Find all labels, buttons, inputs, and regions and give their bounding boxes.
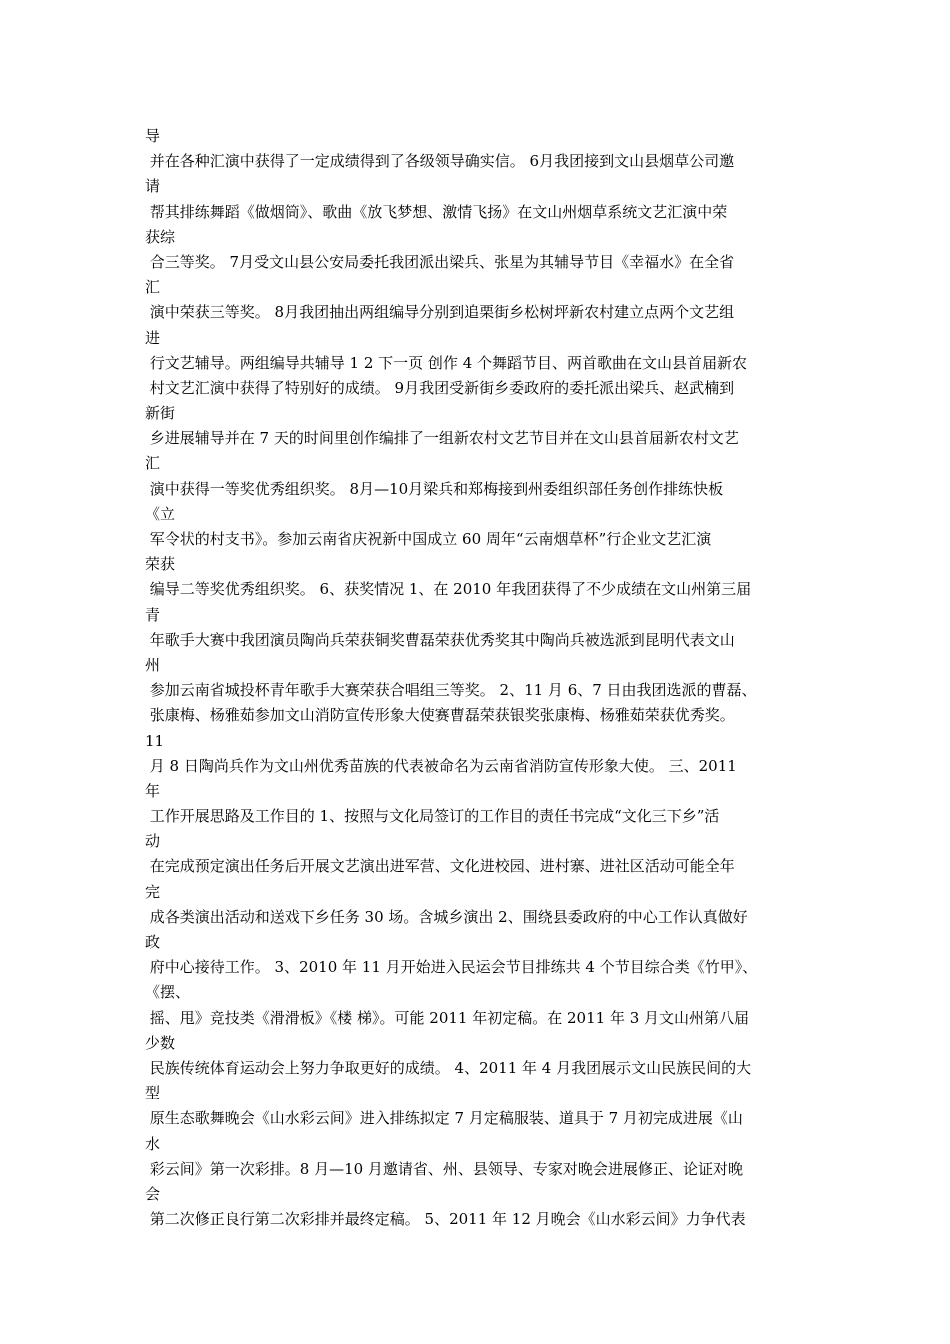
text-line: 完 (145, 882, 161, 901)
text-line: 行文艺辅导。两组编导共辅导 1 2 下一页 创作 4 个舞蹈节目、两首歌曲在文山县首届新农 (145, 353, 748, 372)
text-line: 汇 (145, 454, 161, 473)
text-line: 原生态歌舞晚会《山水彩云间》进入排练拟定 7 月定稿服装、道具于 7 月初完成进展《山 (145, 1109, 743, 1128)
document-body-text (145, 124, 825, 1232)
text-line: 少数 (145, 1033, 176, 1052)
text-line: 《摆、 (145, 983, 191, 1002)
text-line: 进 (145, 328, 161, 347)
text-line: 月 8 日陶尚兵作为文山州优秀苗族的代表被命名为云南省消防宣传形象大使。 三、2011 (145, 756, 737, 775)
text-line: 获综 (145, 227, 176, 246)
text-line: 政 (145, 933, 161, 951)
text-line: 在完成预定演出任务后开展文艺演出进军营、文化进校园、进村寨、进社区活动可能全年 (145, 857, 735, 876)
text-line: 年 (145, 781, 161, 800)
text-line: 新街 (145, 404, 176, 423)
text-line: 村文艺汇演中获得了特别好的成绩。 9月我团受新街乡委政府的委托派出梁兵、赵武楠到 (145, 378, 735, 397)
text-line: 汇 (145, 278, 161, 297)
text-line: 摇、甩》竞技类《滑滑板》《楼 梯》。可能 2011 年初定稿。在 2011 年 3 月文山州第八届 (145, 1008, 750, 1027)
text-line: 水 (145, 1134, 161, 1153)
text-line: 演中荣获三等奖。 8月我团抽出两组编导分别到追栗街乡松树坪新农村建立点两个文艺组 (145, 303, 735, 322)
text-line: 演中获得一等奖优秀组织奖。 8月—10月梁兵和郑梅接到州委组织部任务创作排练快板 (145, 479, 724, 498)
text-line: 年歌手大赛中我团演员陶尚兵荣获铜奖曹磊荣获优秀奖其中陶尚兵被选派到昆明代表文山 (145, 630, 735, 649)
text-line: 型 (145, 1084, 161, 1103)
text-line: 工作开展思路及工作目的 1、按照与文化局签订的工作目的责任书完成“文化三下乡”活 (145, 807, 720, 826)
text-line: 参加云南省城投杯青年歌手大赛荣获合唱组三等奖。 2、11 月 6、7 日由我团选派的曹磊、 (145, 681, 757, 700)
text-line: 《立 (145, 504, 176, 523)
text-line: 请 (145, 177, 161, 196)
text-line: 导 (145, 127, 161, 145)
text-line: 第二次修正良行第二次彩排并最终定稿。 5、2011 年 12 月晚会《山水彩云间》力争代表 (145, 1210, 746, 1229)
text-line: 乡进展辅导并在 7 天的时间里创作编排了一组新农村文艺节目并在文山县首届新农村文艺 (145, 429, 739, 448)
text-line: 成各类演出活动和送戏下乡任务 30 场。含城乡演出 2、围绕县委政府的中心工作认真做好 (145, 907, 748, 926)
text-line: 荣获 (145, 555, 176, 574)
text-line: 张康梅、杨雅茹参加文山消防宣传形象大使赛曹磊荣获银奖张康梅、杨雅茹荣获优秀奖。 (145, 706, 735, 725)
text-line: 青 (145, 605, 161, 624)
text-line: 府中心接待工作。 3、2010 年 11 月开始进入民运会节目排练共 4 个节目综合类《竹甲》、 (145, 958, 758, 977)
text-line: 彩云间》第一次彩排。8 月—10 月邀请省、州、县领导、专家对晚会进展修正、论证对晚 (145, 1159, 743, 1178)
text-line: 会 (145, 1184, 161, 1203)
text-line: 军令状的村支书》。参加云南省庆祝新中国成立 60 周年“云南烟草杯”行企业文艺汇演 (145, 530, 712, 548)
text-line: 民族传统体育运动会上努力争取更好的成绩。 4、2011 年 4 月我团展示文山民族民间的大 (145, 1058, 752, 1077)
text-line: 并在各种汇演中获得了一定成绩得到了各级领导确实信。 6月我团接到文山县烟草公司邀 (145, 152, 735, 171)
text-line: 州 (145, 655, 161, 674)
text-line: 编导二等奖优秀组织奖。 6、获奖情况 1、在 2010 年我团获得了不少成绩在文山州第三届 (145, 580, 752, 599)
text-line: 合三等奖。 7月受文山县公安局委托我团派出梁兵、张星为其辅导节目《幸福水》在全省 (145, 252, 735, 271)
text-line: 11 (145, 731, 165, 750)
text-line: 动 (145, 832, 161, 851)
text-line: 帮其排练舞蹈《做烟筒》、歌曲《放飞梦想、激情飞扬》在文山州烟草系统文艺汇演中荣 (145, 202, 728, 221)
